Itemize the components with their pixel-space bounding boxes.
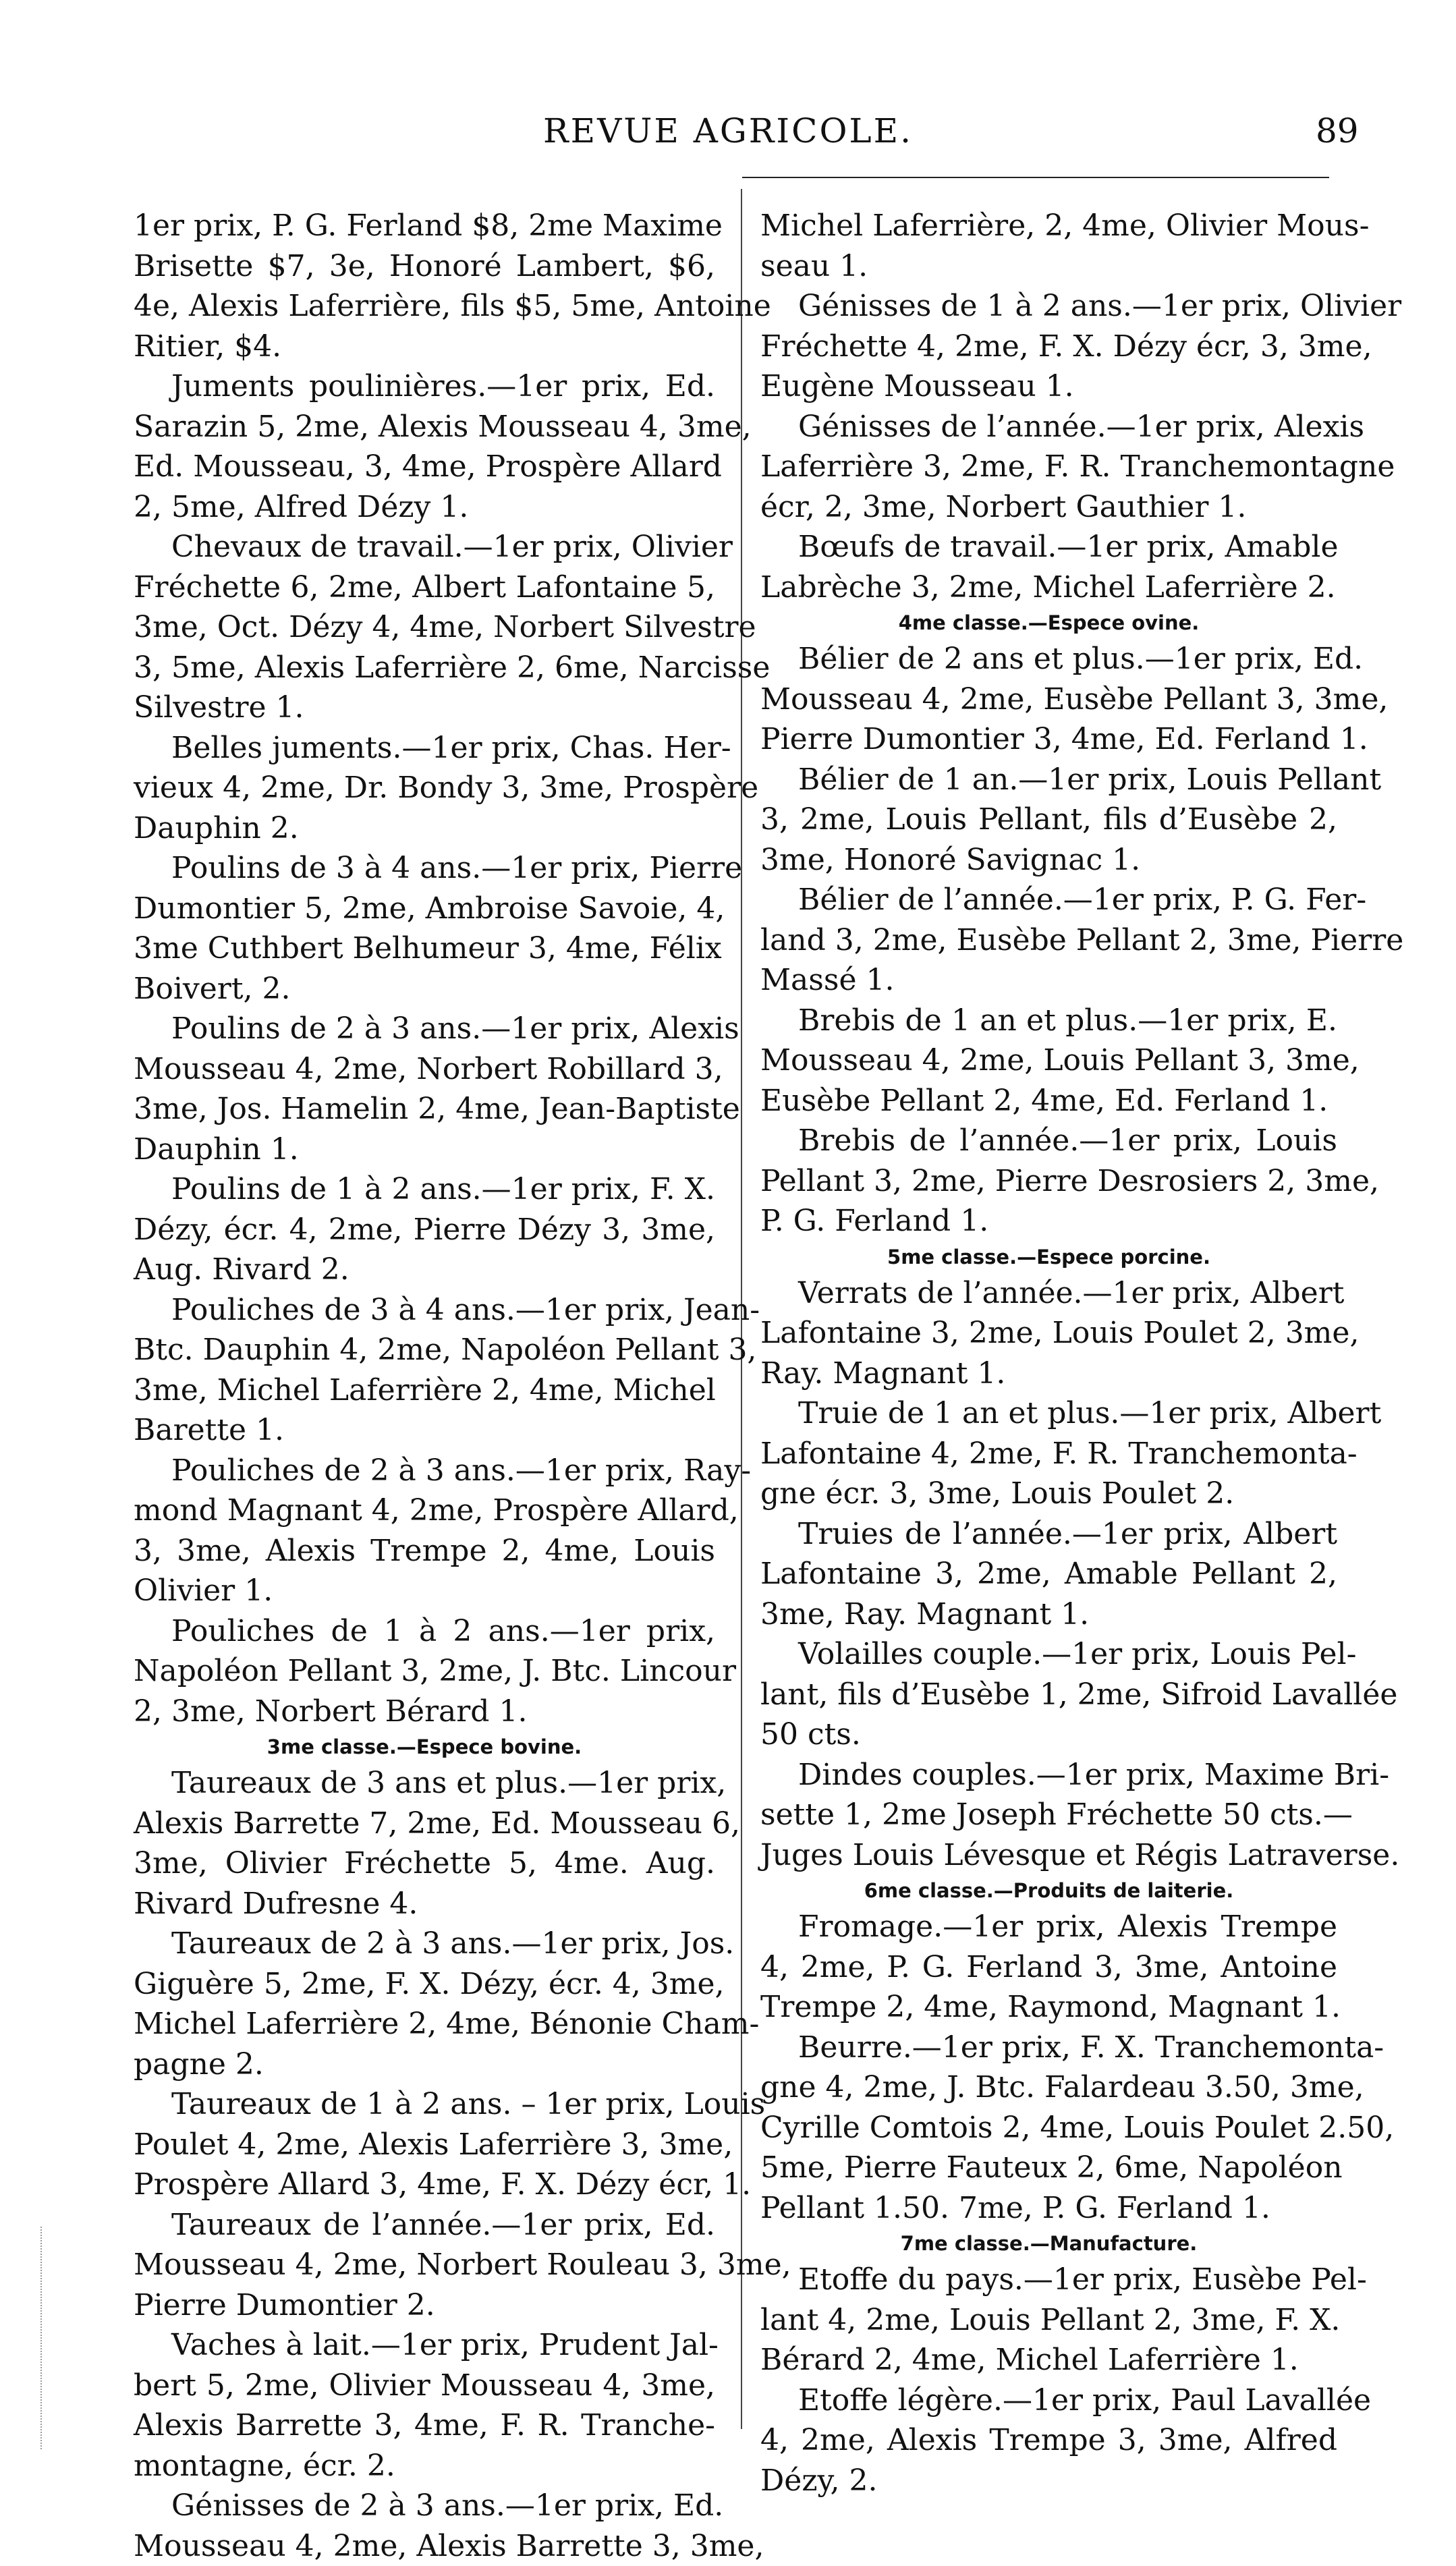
header-rule bbox=[742, 177, 1329, 178]
text-line: 3me, Oct. Dézy 4, 4me, Norbert Silvestre bbox=[134, 607, 715, 648]
text-line: Poulins de 3 à 4 ans.—1er prix, Pierre bbox=[134, 848, 715, 889]
text-line: Génisses de 1 à 2 ans.—1er prix, Olivier bbox=[760, 286, 1337, 327]
section-heading: 5me classe.—Espece porcine. bbox=[760, 1242, 1337, 1273]
text-line: Juments poulinières.—1er prix, Ed. bbox=[134, 366, 715, 407]
text-line: Mousseau 4, 2me, Eusèbe Pellant 3, 3me, bbox=[760, 679, 1337, 720]
text-line: 4, 2me, P. G. Ferland 3, 3me, Antoine bbox=[760, 1947, 1337, 1988]
text-line: Lafontaine 4, 2me, F. R. Tranchemonta- bbox=[760, 1434, 1337, 1474]
text-line: Poulins de 2 à 3 ans.—1er prix, Alexis bbox=[134, 1009, 715, 1049]
text-line: Taureaux de l’année.—1er prix, Ed. bbox=[134, 2205, 715, 2246]
text-line: lant 4, 2me, Louis Pellant 2, 3me, F. X. bbox=[760, 2300, 1337, 2341]
text-line: Alexis Barrette 3, 4me, F. R. Tranche- bbox=[134, 2405, 715, 2446]
text-line: 4e, Alexis Laferrière, fils $5, 5me, Antoine bbox=[134, 286, 715, 327]
text-line: Poulins de 1 à 2 ans.—1er prix, F. X. bbox=[134, 1169, 715, 1210]
text-line: Massé 1. bbox=[760, 960, 1337, 1001]
right-column bbox=[760, 206, 1337, 2501]
text-line: Michel Laferrière, 2, 4me, Olivier Mous- bbox=[760, 206, 1337, 246]
text-line: Bérard 2, 4me, Michel Laferrière 1. bbox=[760, 2340, 1337, 2380]
text-line: Bélier de 2 ans et plus.—1er prix, Ed. bbox=[760, 639, 1337, 679]
text-line: Truie de 1 an et plus.—1er prix, Albert bbox=[760, 1393, 1337, 1434]
text-line: Michel Laferrière 2, 4me, Bénonie Cham- bbox=[134, 2004, 715, 2044]
text-line: sette 1, 2me Joseph Fréchette 50 cts.— bbox=[760, 1795, 1337, 1835]
text-line: Verrats de l’année.—1er prix, Albert bbox=[760, 1273, 1337, 1314]
text-line: Taureaux de 3 ans et plus.—1er prix, bbox=[134, 1763, 715, 1804]
page-number: 89 bbox=[1316, 111, 1359, 150]
text-line: 3me, Honoré Savignac 1. bbox=[760, 840, 1337, 881]
text-line: Fréchette 6, 2me, Albert Lafontaine 5, bbox=[134, 567, 715, 608]
text-line: Giguère 5, 2me, F. X. Dézy, écr. 4, 3me, bbox=[134, 1964, 715, 2005]
text-line: mond Magnant 4, 2me, Prospère Allard, bbox=[134, 1490, 715, 1531]
text-line: Truies de l’année.—1er prix, Albert bbox=[760, 1514, 1337, 1555]
text-line: Dauphin 1. bbox=[134, 1129, 715, 1170]
text-line: 3me, Olivier Fréchette 5, 4me. Aug. bbox=[134, 1843, 715, 1884]
text-line: Etoffe légère.—1er prix, Paul Lavallée bbox=[760, 2380, 1337, 2421]
text-line: Taureaux de 1 à 2 ans. – 1er prix, Louis bbox=[134, 2084, 715, 2125]
text-line: Pellant 3, 2me, Pierre Desrosiers 2, 3me, bbox=[760, 1161, 1337, 1202]
text-line: Pouliches de 1 à 2 ans.—1er prix, bbox=[134, 1611, 715, 1652]
text-line: Dindes couples.—1er prix, Maxime Bri- bbox=[760, 1755, 1337, 1795]
text-line: gne 4, 2me, J. Btc. Falardeau 3.50, 3me, bbox=[760, 2067, 1337, 2108]
text-line: Etoffe du pays.—1er prix, Eusèbe Pel- bbox=[760, 2260, 1337, 2300]
section-heading: 6me classe.—Produits de laiterie. bbox=[760, 1875, 1337, 1907]
text-line: lant, fils d’Eusèbe 1, 2me, Sifroid Lavallée bbox=[760, 1675, 1337, 1715]
text-line: 3me, Jos. Hamelin 2, 4me, Jean-Baptiste bbox=[134, 1089, 715, 1129]
text-line: Dumontier 5, 2me, Ambroise Savoie, 4, bbox=[134, 889, 715, 929]
text-line: Chevaux de travail.—1er prix, Olivier bbox=[134, 527, 715, 567]
text-line: Eusèbe Pellant 2, 4me, Ed. Ferland 1. bbox=[760, 1081, 1337, 1121]
text-line: Prospère Allard 3, 4me, F. X. Dézy écr, 1. bbox=[134, 2165, 715, 2205]
text-line: 5me, Pierre Fauteux 2, 6me, Napoléon bbox=[760, 2148, 1337, 2188]
text-line: Rivard Dufresne 4. bbox=[134, 1884, 715, 1924]
text-line: Fromage.—1er prix, Alexis Trempe bbox=[760, 1907, 1337, 1947]
text-line: Bélier de l’année.—1er prix, P. G. Fer- bbox=[760, 880, 1337, 920]
text-line: Vaches à lait.—1er prix, Prudent Jal- bbox=[134, 2325, 715, 2366]
text-line: Aug. Rivard 2. bbox=[134, 1250, 715, 1290]
text-line: Pierre Dumontier 2. bbox=[134, 2285, 715, 2326]
text-line: 1er prix, P. G. Ferland $8, 2me Maxime bbox=[134, 206, 715, 246]
text-line: Lafontaine 3, 2me, Amable Pellant 2, bbox=[760, 1554, 1337, 1594]
text-line: Brebis de l’année.—1er prix, Louis bbox=[760, 1121, 1337, 1161]
text-line: Napoléon Pellant 3, 2me, J. Btc. Lincour bbox=[134, 1651, 715, 1692]
running-header-title: REVUE AGRICOLE. bbox=[0, 111, 1456, 150]
text-line: vieux 4, 2me, Dr. Bondy 3, 3me, Prospère bbox=[134, 768, 715, 808]
text-line: Mousseau 4, 2me, Norbert Rouleau 3, 3me, bbox=[134, 2245, 715, 2285]
text-line: Ed. Mousseau, 3, 4me, Prospère Allard bbox=[134, 447, 715, 487]
text-line: Labrèche 3, 2me, Michel Laferrière 2. bbox=[760, 567, 1337, 608]
text-line: Volailles couple.—1er prix, Louis Pel- bbox=[760, 1634, 1337, 1675]
text-line: Dauphin 2. bbox=[134, 808, 715, 849]
text-line: Btc. Dauphin 4, 2me, Napoléon Pellant 3, bbox=[134, 1330, 715, 1370]
text-line: Génisses de 2 à 3 ans.—1er prix, Ed. bbox=[134, 2486, 715, 2526]
text-line: P. G. Ferland 1. bbox=[760, 1201, 1337, 1242]
text-line: Dézy, écr. 4, 2me, Pierre Dézy 3, 3me, bbox=[134, 1210, 715, 1250]
text-line: Ray. Magnant 1. bbox=[760, 1354, 1337, 1394]
text-line: Dézy, 2. bbox=[760, 2461, 1337, 2501]
text-line: Trempe 2, 4me, Raymond, Magnant 1. bbox=[760, 1987, 1337, 2028]
text-line: montagne, écr. 2. bbox=[134, 2446, 715, 2486]
text-line: Ritier, $4. bbox=[134, 327, 715, 367]
text-line: Silvestre 1. bbox=[134, 688, 715, 728]
text-line: Lafontaine 3, 2me, Louis Poulet 2, 3me, bbox=[760, 1313, 1337, 1354]
left-column bbox=[134, 206, 715, 2566]
section-heading: 7me classe.—Manufacture. bbox=[760, 2228, 1337, 2260]
text-line: Belles juments.—1er prix, Chas. Her- bbox=[134, 728, 715, 769]
text-line: Barette 1. bbox=[134, 1410, 715, 1451]
section-heading: 4me classe.—Espece ovine. bbox=[760, 607, 1337, 639]
text-line: Bélier de 1 an.—1er prix, Louis Pellant bbox=[760, 760, 1337, 800]
text-line: Eugène Mousseau 1. bbox=[760, 366, 1337, 407]
text-line: Boivert, 2. bbox=[134, 969, 715, 1009]
text-line: Génisses de l’année.—1er prix, Alexis bbox=[760, 407, 1337, 447]
text-line: land 3, 2me, Eusèbe Pellant 2, 3me, Pierre bbox=[760, 920, 1337, 961]
text-line: Brebis de 1 an et plus.—1er prix, E. bbox=[760, 1001, 1337, 1041]
text-line: 3me, Michel Laferrière 2, 4me, Michel bbox=[134, 1370, 715, 1411]
margin-marks bbox=[40, 2227, 46, 2449]
text-line: 3me, Ray. Magnant 1. bbox=[760, 1594, 1337, 1635]
text-line: Pouliches de 3 à 4 ans.—1er prix, Jean- bbox=[134, 1290, 715, 1331]
text-line: Mousseau 4, 2me, Alexis Barrette 3, 3me, bbox=[134, 2526, 715, 2566]
text-line: Cyrille Comtois 2, 4me, Louis Poulet 2.50, bbox=[760, 2108, 1337, 2148]
text-line: 3me Cuthbert Belhumeur 3, 4me, Félix bbox=[134, 928, 715, 969]
section-heading: 3me classe.—Espece bovine. bbox=[134, 1731, 715, 1763]
text-line: Mousseau 4, 2me, Norbert Robillard 3, bbox=[134, 1049, 715, 1090]
text-line: pagne 2. bbox=[134, 2044, 715, 2085]
text-line: Olivier 1. bbox=[134, 1571, 715, 1611]
text-line: bert 5, 2me, Olivier Mousseau 4, 3me, bbox=[134, 2366, 715, 2406]
text-line: Laferrière 3, 2me, F. R. Tranchemontagne bbox=[760, 447, 1337, 487]
text-line: Pellant 1.50. 7me, P. G. Ferland 1. bbox=[760, 2188, 1337, 2229]
text-line: Brisette $7, 3e, Honoré Lambert, $6, bbox=[134, 246, 715, 287]
text-line: Bœufs de travail.—1er prix, Amable bbox=[760, 527, 1337, 567]
text-line: Fréchette 4, 2me, F. X. Dézy écr, 3, 3me, bbox=[760, 327, 1337, 367]
text-line: 4, 2me, Alexis Trempe 3, 3me, Alfred bbox=[760, 2420, 1337, 2461]
text-line: Sarazin 5, 2me, Alexis Mousseau 4, 3me, bbox=[134, 407, 715, 447]
text-line: 3, 3me, Alexis Trempe 2, 4me, Louis bbox=[134, 1531, 715, 1571]
text-line: 2, 5me, Alfred Dézy 1. bbox=[134, 487, 715, 528]
text-line: écr, 2, 3me, Norbert Gauthier 1. bbox=[760, 487, 1337, 528]
text-line: Poulet 4, 2me, Alexis Laferrière 3, 3me, bbox=[134, 2125, 715, 2165]
text-line: Mousseau 4, 2me, Louis Pellant 3, 3me, bbox=[760, 1040, 1337, 1081]
text-line: 3, 2me, Louis Pellant, fils d’Eusèbe 2, bbox=[760, 800, 1337, 840]
text-line: Juges Louis Lévesque et Régis Latraverse. bbox=[760, 1835, 1337, 1876]
text-line: 50 cts. bbox=[760, 1714, 1337, 1755]
text-line: Alexis Barrette 7, 2me, Ed. Mousseau 6, bbox=[134, 1804, 715, 1844]
text-line: Beurre.—1er prix, F. X. Tranchemonta- bbox=[760, 2028, 1337, 2068]
text-line: 3, 5me, Alexis Laferrière 2, 6me, Narcisse bbox=[134, 648, 715, 688]
text-line: Pierre Dumontier 3, 4me, Ed. Ferland 1. bbox=[760, 719, 1337, 760]
text-line: gne écr. 3, 3me, Louis Poulet 2. bbox=[760, 1474, 1337, 1514]
text-line: Taureaux de 2 à 3 ans.—1er prix, Jos. bbox=[134, 1924, 715, 1964]
text-line: Pouliches de 2 à 3 ans.—1er prix, Ray- bbox=[134, 1451, 715, 1491]
text-line: 2, 3me, Norbert Bérard 1. bbox=[134, 1692, 715, 1732]
text-line: seau 1. bbox=[760, 246, 1337, 287]
